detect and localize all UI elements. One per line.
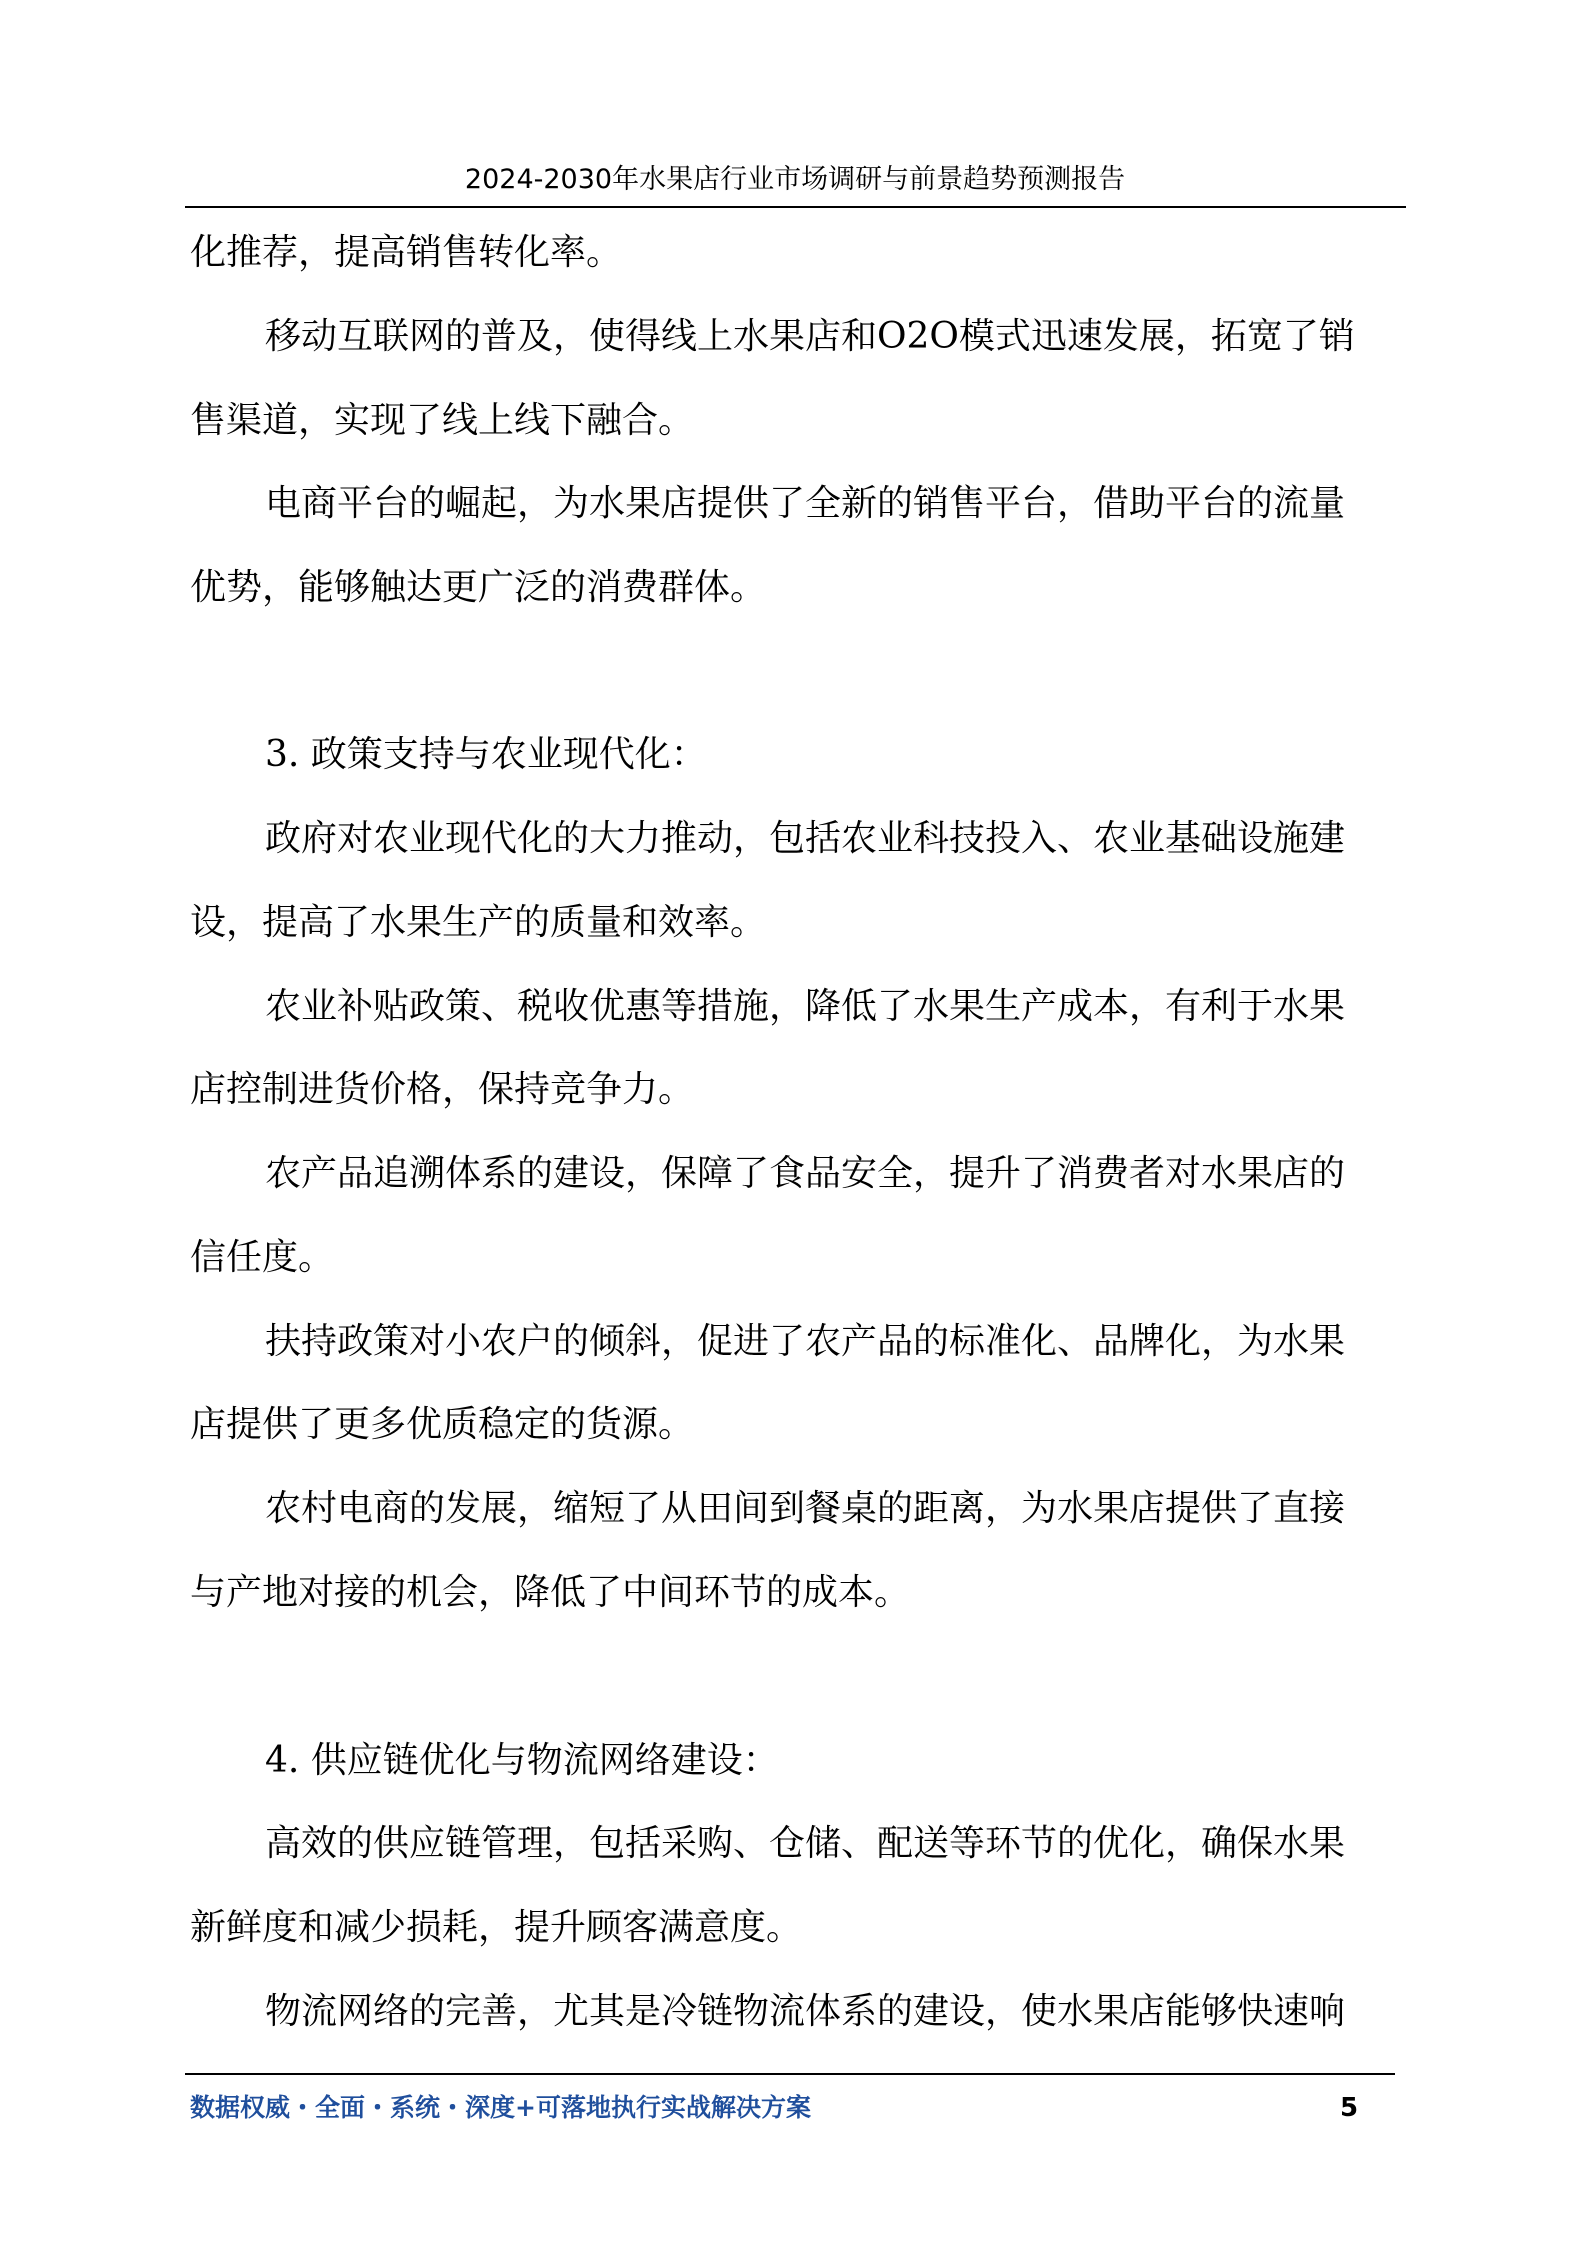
footer-slogan: 数据权威・全面・系统・深度+可落地执行实战解决方案 [190, 2093, 811, 2122]
body-line: 高效的供应链管理，包括采购、仓储、配送等环节的优化，确保水果 [265, 1823, 1346, 1864]
body-line: 售渠道，实现了线上线下融合。 [190, 400, 695, 441]
body-line: 物流网络的完善，尤其是冷链物流体系的建设，使水果店能够快速响 [265, 1991, 1346, 2032]
body-line: 设，提高了水果生产的质量和效率。 [190, 902, 767, 943]
section-heading: 4. 供应链优化与物流网络建设： [265, 1740, 779, 1781]
body-line: 农产品追溯体系的建设，保障了食品安全，提升了消费者对水果店的 [265, 1153, 1346, 1194]
body-line: 店提供了更多优质稳定的货源。 [190, 1404, 695, 1445]
body-line: 与产地对接的机会，降低了中间环节的成本。 [190, 1572, 911, 1613]
body-line: 扶持政策对小农户的倾斜，促进了农产品的标准化、品牌化，为水果 [265, 1321, 1346, 1362]
body-line: 农业补贴政策、税收优惠等措施，降低了水果生产成本，有利于水果 [265, 986, 1346, 1027]
document-header-title: 2024-2030年水果店行业市场调研与前景趋势预测报告 [464, 164, 1126, 195]
body-line: 电商平台的崛起，为水果店提供了全新的销售平台，借助平台的流量 [265, 483, 1346, 524]
body-line: 化推荐，提高销售转化率。 [190, 232, 623, 273]
body-line: 移动互联网的普及，使得线上水果店和O2O模式迅速发展，拓宽了销 [265, 316, 1355, 357]
section-heading: 3. 政策支持与农业现代化： [265, 734, 707, 775]
body-line: 店控制进货价格，保持竞争力。 [190, 1069, 695, 1110]
header-divider [185, 206, 1406, 208]
body-line: 政府对农业现代化的大力推动，包括农业科技投入、农业基础设施建 [265, 818, 1346, 859]
body-line: 农村电商的发展，缩短了从田间到餐桌的距离，为水果店提供了直接 [265, 1488, 1346, 1529]
page-number: 5 [1340, 2093, 1359, 2123]
body-line: 优势，能够触达更广泛的消费群体。 [190, 567, 767, 608]
body-line: 新鲜度和减少损耗，提升顾客满意度。 [190, 1907, 803, 1948]
body-line: 信任度。 [190, 1237, 335, 1278]
footer-divider [185, 2073, 1395, 2075]
